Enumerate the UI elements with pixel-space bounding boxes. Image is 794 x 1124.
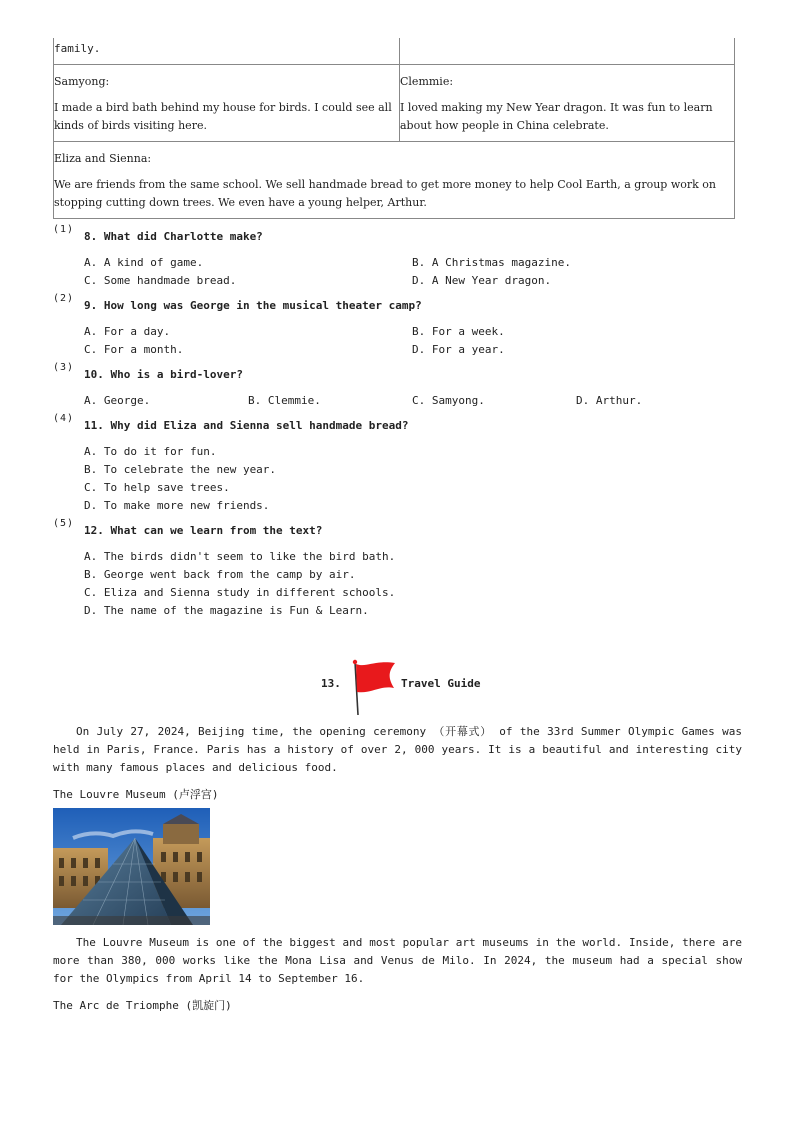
option-c[interactable]: C. Samyong.	[412, 394, 485, 407]
louvre-photo	[53, 808, 210, 925]
table-cell	[400, 38, 735, 64]
question-number: (4)	[53, 413, 75, 424]
option-a[interactable]: A. The birds didn't seem to like the bird bath.	[84, 550, 396, 563]
person-name: Clemmie:	[400, 74, 454, 88]
option-a[interactable]: A. For a day.	[84, 325, 171, 338]
intro-paragraph: On July 27, 2024, Beijing time, the opening ceremony （开幕式） of the 33rd Summer Olympic Games was held in Paris, France. Paris has a history of over 2, 000 years. It is a beautiful and interesting city with many famous places and delicious food.	[53, 725, 742, 774]
question-title: 9. How long was George in the musical theater camp?	[84, 299, 422, 312]
option-b[interactable]: B. For a week.	[412, 325, 505, 338]
cell-text: family.	[54, 42, 101, 55]
table-cell-eliza	[54, 141, 735, 218]
option-d[interactable]: D. Arthur.	[576, 394, 643, 407]
question-number: (2)	[53, 293, 75, 304]
option-b[interactable]: B. A Christmas magazine.	[412, 256, 571, 269]
table-cell-samyong	[54, 64, 400, 141]
option-a[interactable]: A. George.	[84, 394, 151, 407]
option-d[interactable]: D. For a year.	[412, 343, 505, 356]
section-number: 13.	[321, 677, 341, 690]
question-title: 10. Who is a bird-lover?	[84, 368, 243, 381]
option-d[interactable]: D. A New Year dragon.	[412, 274, 552, 287]
flag-icon	[344, 658, 398, 719]
option-d[interactable]: D. To make more new friends.	[84, 499, 270, 512]
question-number: (3)	[53, 362, 75, 373]
person-name: Samyong:	[54, 74, 110, 88]
question-number: (5)	[53, 518, 75, 529]
option-a[interactable]: A. A kind of game.	[84, 256, 204, 269]
option-b[interactable]: B. Clemmie.	[248, 394, 321, 407]
section-13-header	[0, 658, 794, 716]
option-a[interactable]: A. To do it for fun.	[84, 445, 217, 458]
question-title: 12. What can we learn from the text?	[84, 524, 323, 537]
option-c[interactable]: C. Eliza and Sienna study in different schools.	[84, 586, 396, 599]
question-title: 11. Why did Eliza and Sienna sell handmade bread?	[84, 419, 409, 432]
question-title: 8. What did Charlotte make?	[84, 230, 263, 243]
section-title: Travel Guide	[401, 677, 481, 690]
person-text: I loved making my New Year dragon. It was fun to learn about how people in China celebrate.	[400, 100, 713, 132]
option-d[interactable]: D. The name of the magazine is Fun & Learn.	[84, 604, 369, 617]
option-b[interactable]: B. To celebrate the new year.	[84, 463, 277, 476]
person-text: We are friends from the same school. We sell handmade bread to get more money to help Cool Earth, a group work on stopping cutting down trees. We even have a young helper, Arthur.	[54, 177, 717, 209]
arc-heading: The Arc de Triomphe (凯旋门)	[53, 999, 232, 1012]
table-cell	[54, 38, 400, 64]
student-info-table	[53, 38, 735, 219]
louvre-heading: The Louvre Museum (卢浮宫)	[53, 788, 219, 801]
option-c[interactable]: C. Some handmade bread.	[84, 274, 237, 287]
question-number: (1)	[53, 224, 75, 235]
option-c[interactable]: C. To help save trees.	[84, 481, 230, 494]
table-cell-clemmie	[400, 64, 735, 141]
person-name: Eliza and Sienna:	[54, 151, 152, 165]
person-text: I made a bird bath behind my house for birds. I could see all kinds of birds visiting here.	[54, 100, 392, 132]
option-b[interactable]: B. George went back from the camp by air.	[84, 568, 356, 581]
louvre-paragraph: The Louvre Museum is one of the biggest and most popular art museums in the world. Inside, there are more than 380, 000 works like the Mona Lisa and Venus de Milo. In 2024, the museum had a special show for the Olympics from April 14 to September 16.	[53, 936, 742, 985]
option-c[interactable]: C. For a month.	[84, 343, 184, 356]
